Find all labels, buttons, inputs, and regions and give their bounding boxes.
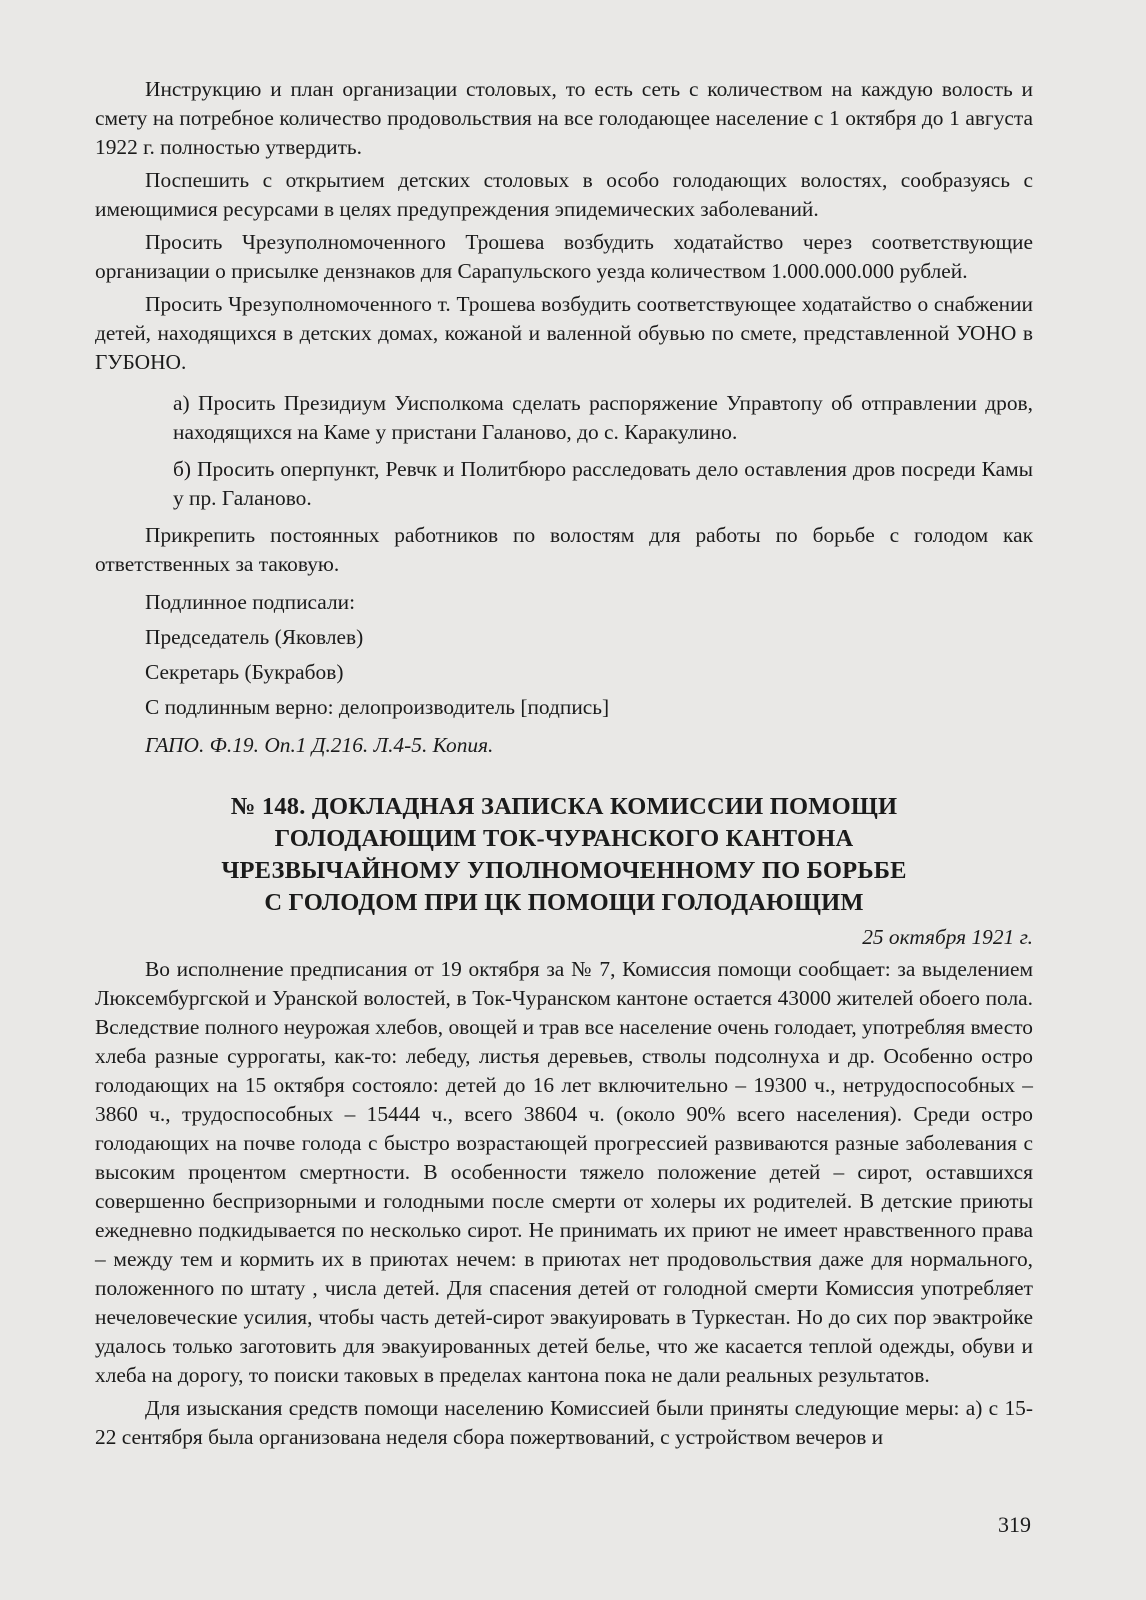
paragraph-attach: Прикрепить постоянных работников по волостям для работы по борьбе с голодом как ответственных за таковую. (95, 523, 1033, 576)
page-text (95, 75, 1033, 1452)
page-number: 319 (998, 1512, 1031, 1537)
body-paragraph: Во исполнение предписания от 19 октября за № 7, Комиссия помощи сообщает: за выделением Люксембургской и Уранской волостей, в Ток-Чуранском кантоне остается 43000 жителей обоего пола. Вследствие полного неурожая хлебов, овощей и трав все население очень голодает, употребляя вместо хлеба разные суррогаты, как-то: лебеду, листья деревьев, стволы подсолнуха и др. Особенно остро голодающих на 15 октября состояло: детей до 16 лет включительно – 19300 ч., нетрудоспособных – 3860 ч., трудоспособных – 15444 ч., всего 38604 ч. (около 90% всего населения). Среди остро голодающих на почве голода с быстро возрастающей прогрессией развиваются разные заболевания с высоким процентом смертности. В особенности тяжело положение детей – сирот, оставшихся совершенно беспризорными и голодными после смерти от холеры их родителей. В детские приюты ежедневно подкидывается по несколько сирот. Не принимать их приют не имеет нравственного права – между тем и кормить их в приютах нечем: в приютах нет продовольствия даже для нормального, положенного по штату , числа детей. Для спасения детей от голодной смерти Комиссия употребляет нечеловеческие усилия, чтобы часть детей-сирот эвакуировать в Туркестан. Но до сих пор эвактройке удалось только заготовить для эвакуированных детей белье, что же касается теплой одежды, обуви и хлеба на дорогу, то поиски таковых в пределах кантона пока не дали реальных результатов. (95, 957, 1033, 1387)
heading-line: С ГОЛОДОМ ПРИ ЦК ПОМОЩИ ГОЛОДАЮЩИМ (264, 889, 864, 916)
heading-line: ГОЛОДАЮЩИМ ТОК-ЧУРАНСКОГО КАНТОНА (274, 825, 854, 852)
item-b: б) Просить оперпункт, Ревчк и Политбюро расследовать дело оставления дров посреди Камы у пр. Галаново. (173, 457, 1033, 510)
signed-line: Подлинное подписали: (145, 590, 356, 614)
heading-line: ЧРЕЗВЫЧАЙНОМУ УПОЛНОМОЧЕННОМУ ПО БОРЬБЕ (221, 857, 907, 884)
archive-source: ГАПО. Ф.19. Оп.1 Д.216. Л.4-5. Копия. (145, 733, 494, 757)
last-paragraph: Для изыскания средств помощи населению Комиссией были приняты следующие меры: а) с 15-22 сентября была организована неделя сбора пожертвований, с устройством вечеров и (95, 1396, 1033, 1449)
certified-line: С подлинным верно: делопроизводитель [подпись] (145, 695, 610, 719)
document-heading (95, 791, 1033, 919)
document-date: 25 октября 1921 г. (862, 925, 1033, 949)
item-a: а) Просить Президиум Уисполкома сделать распоряжение Управтопу об отправлении дров, находящихся на Каме у пристани Галаново, до с. Каракулино. (173, 391, 1033, 444)
paragraph-canteens: Поспешить с открытием детских столовых в особо голодающих волостях, сообразуясь с имеющимися ресурсами в целях предупреждения эпидемических заболеваний. (95, 168, 1033, 221)
chairman-line: Председатель (Яковлев) (145, 625, 364, 649)
secretary-line: Секретарь (Букрабов) (145, 660, 344, 684)
heading-line: № 148. ДОКЛАДНАЯ ЗАПИСКА КОМИССИИ ПОМОЩИ (230, 793, 898, 820)
paragraph-instruction: Инструкцию и план организации столовых, то есть сеть с количеством на каждую волость и смету на потребное количество продовольствия на все голодающее население с 1 октября до 1 августа 1922 г. полностью утвердить. (95, 77, 1033, 159)
paragraph-banknotes: Просить Чрезуполномоченного Трошева возбудить ходатайство через соответствующие организации о присылке дензнаков для Сарапульского уезда количеством 1.000.000.000 рублей. (95, 230, 1033, 283)
paragraph-footwear: Просить Чрезуполномоченного т. Трошева возбудить соответствующее ходатайство о снабжении детей, находящихся в детских домах, кожаной и валенной обувью по смете, представленной УОНО в ГУБОНО. (95, 292, 1033, 374)
